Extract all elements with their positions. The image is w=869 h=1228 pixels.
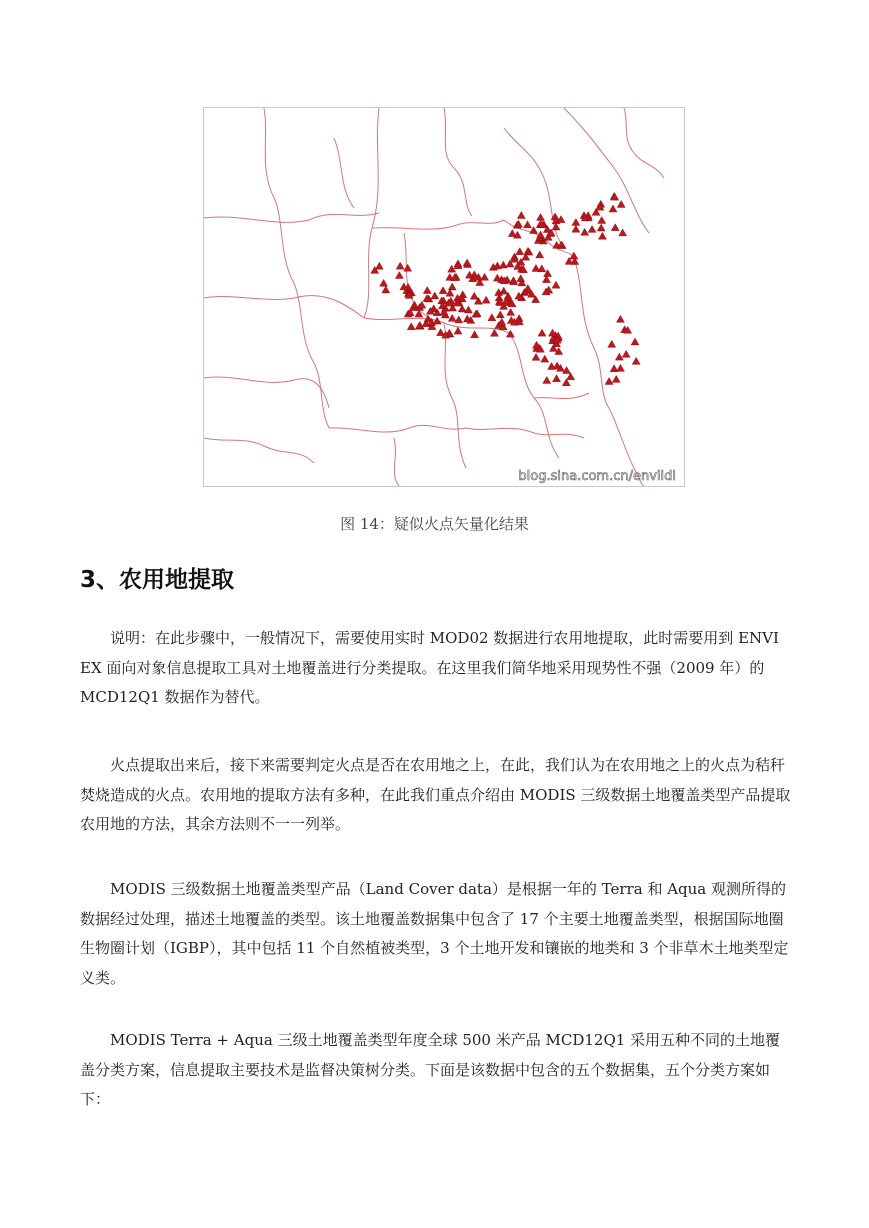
fire-point-marker	[523, 221, 531, 228]
fire-point-marker	[380, 279, 388, 286]
fire-point-marker	[448, 314, 456, 321]
fire-point-marker	[470, 292, 478, 299]
fire-point-marker	[482, 296, 490, 303]
paragraph: 火点提取出来后，接下来需要判定火点是否在农用地之上，在此，我们认为在农用地之上的火点为秸秆焚烧造成的火点。农用地的提取方法有多种，在此我们重点介绍由 MODIS 三级数据土地覆盖类型产品提取农用地的方法，其余方法则不一一列举。	[80, 756, 791, 833]
fire-point-marker	[396, 262, 404, 269]
fire-point-marker	[609, 205, 617, 212]
fire-point-marker	[524, 247, 532, 254]
fire-point-marker	[610, 365, 618, 372]
fire-point-marker	[537, 214, 545, 221]
fire-point-marker	[493, 274, 501, 281]
fire-point-marker	[616, 315, 624, 322]
fire-point-marker	[617, 364, 625, 371]
fire-point-marker	[543, 376, 551, 383]
fire-point-marker	[500, 287, 508, 294]
fire-point-marker	[471, 331, 479, 338]
figure-caption: 图 14：疑似火点矢量化结果	[340, 515, 529, 533]
fire-point-marker	[588, 225, 596, 232]
fire-point-marker	[454, 327, 462, 334]
fire-point-marker	[416, 322, 424, 329]
fire-point-marker	[631, 338, 639, 345]
fire-point-marker	[572, 218, 580, 225]
fire-point-marker	[488, 314, 496, 321]
fire-point-marker	[517, 212, 525, 219]
fire-point-marker	[617, 200, 625, 207]
fire-point-marker	[508, 230, 516, 237]
fire-points-map	[203, 107, 685, 487]
fire-point-marker	[455, 316, 463, 323]
fire-point-marker	[532, 353, 540, 360]
fire-point-marker	[463, 259, 471, 266]
paragraph: MODIS 三级数据土地覆盖类型产品（Land Cover data）是根据一年的 Terra 和 Aqua 观测所得的数据经过处理，描述土地覆盖的类型。该土地覆盖数据集中包含了 17 个主要土地覆盖类型，根据国际地圈生物圈计划（IGBP），其中包括 11 个自然植被类型，3 个土地开发和镶嵌的地类和 3 个非草木土地类型定义类。	[80, 880, 789, 987]
fire-point-marker	[448, 283, 456, 290]
fire-point-marker	[404, 264, 412, 271]
map-svg	[204, 108, 684, 486]
fire-point-marker	[446, 289, 454, 296]
fire-point-marker	[407, 323, 415, 330]
paragraph: MODIS Terra + Aqua 三级土地覆盖类型年度全球 500 米产品 MCD12Q1 采用五种不同的土地覆盖分类方案，信息提取主要技术是监督决策树分类。下面是该数据中包含的五个数据集，五个分类方案如下：	[80, 1031, 781, 1108]
fire-point-marker	[496, 311, 504, 318]
fire-point-marker	[431, 292, 439, 299]
fire-point-marker	[541, 355, 549, 362]
fire-point-marker	[538, 329, 546, 336]
fire-point-marker	[410, 301, 418, 308]
fire-point-marker	[517, 275, 525, 282]
paragraph: 说明：在此步骤中，一般情况下，需要使用实时 MOD02 数据进行农用地提取，此时需要用到 ENVI EX 面向对象信息提取工具对土地覆盖进行分类提取。在这里我们简华地采用现势性不强（2009 年）的 MCD12Q1 数据作为替代。	[80, 629, 779, 706]
fire-point-marker	[611, 224, 619, 231]
fire-point-marker	[632, 357, 640, 364]
fire-point-marker	[423, 287, 431, 294]
fire-point-marker	[499, 261, 507, 268]
fire-point-marker	[598, 216, 606, 223]
fire-point-marker	[612, 375, 620, 382]
fire-point-marker	[532, 264, 540, 271]
fire-point-marker	[375, 262, 383, 269]
fire-point-marker	[597, 224, 605, 231]
fire-point-marker	[581, 228, 589, 235]
fire-point-marker	[615, 353, 623, 360]
fire-point-marker	[536, 251, 544, 258]
fire-point-marker	[572, 225, 580, 232]
fire-point-marker	[605, 377, 613, 384]
fire-point-marker	[506, 330, 514, 337]
section-heading: 3、农用地提取	[80, 567, 235, 593]
fire-point-marker	[622, 350, 630, 357]
fire-point-marker	[619, 229, 627, 236]
fire-point-marker	[382, 286, 390, 293]
fire-point-marker	[439, 287, 447, 294]
fire-point-marker	[598, 232, 606, 239]
fire-point-marker	[395, 272, 403, 279]
watermark: blog.sina.com.cn/enviidl	[518, 469, 676, 484]
fire-point-marker	[516, 248, 524, 255]
fire-point-marker	[608, 340, 616, 347]
fire-point-marker	[464, 306, 472, 313]
fire-point-marker	[548, 363, 556, 370]
fire-point-marker	[567, 373, 575, 380]
fire-point-marker	[490, 329, 498, 336]
fire-point-marker	[553, 375, 561, 382]
fire-point-marker	[552, 281, 560, 288]
fire-point-marker	[415, 310, 423, 317]
